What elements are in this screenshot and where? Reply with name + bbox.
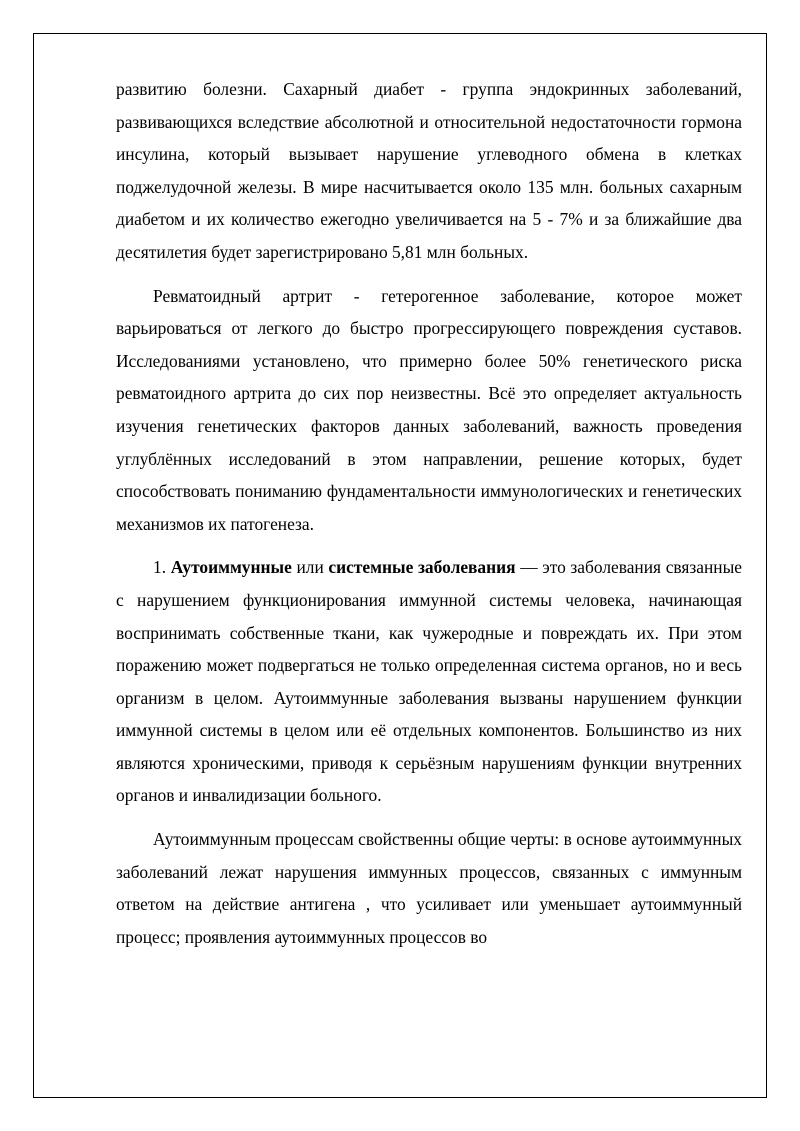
document-body: [116, 73, 742, 964]
paragraph-rheumatoid-arthritis: Ревматоидный артрит - гетерогенное заболевание, которое может варьироваться от легкого до быстро прогрессирующего повреждения суставов. Исследованиями установлено, что примерно более 50% генетического риска ревматоидного артрита до сих пор неизвестны. Всё это определяет актуальность изучения генетических факторов данных заболеваний, важность проведения углублённых исследований в этом направлении, решение которых, будет способствовать пониманию фундаментальности иммунологических и генетических механизмов их патогенеза.: [116, 285, 742, 534]
paragraph-autoimmune-definition: [116, 551, 742, 812]
list-number: 1.: [153, 557, 171, 578]
term-connector: или: [291, 557, 329, 578]
paragraph-diabetes: развитию болезни. Сахарный диабет - группа эндокринных заболеваний, развивающихся вследствие абсолютной и относительной недостаточности гормона инсулина, который вызывает нарушение углеводного обмена в клетках поджелудочной железы. В мире насчитывается около 135 млн. больных сахарным диабетом и их количество ежегодно увеличивается на 5 - 7% и за ближайшие два десятилетия будет зарегистрировано 5,81 млн больных.: [116, 79, 742, 262]
term-systemic-diseases: системные заболевания: [328, 557, 516, 578]
paragraph-autoimmune-features: Аутоиммунным процессам свойственны общие черты: в основе аутоиммунных заболеваний лежат нарушения иммунных процессов, связанных с иммунным ответом на действие антигена , что усиливает или уменьшает аутоиммунный процесс; проявления аутоиммунных процессов во: [116, 829, 742, 947]
definition-text: — это заболевания связанные с нарушением функционирования иммунной системы человека, начинающая воспринимать собственные ткани, как чужеродные и повреждать их. При этом поражению может подвергаться не только определенная система органов, но и весь организм в целом. Аутоиммунные заболевания вызваны нарушением функции иммунной системы в целом или её отдельных компонентов. Большинство из них являются хроническими, приводя к серьёзным нарушениям функции внутренних органов и инвалидизации больного.: [116, 557, 742, 806]
term-autoimmune: Аутоиммунные: [170, 557, 292, 578]
